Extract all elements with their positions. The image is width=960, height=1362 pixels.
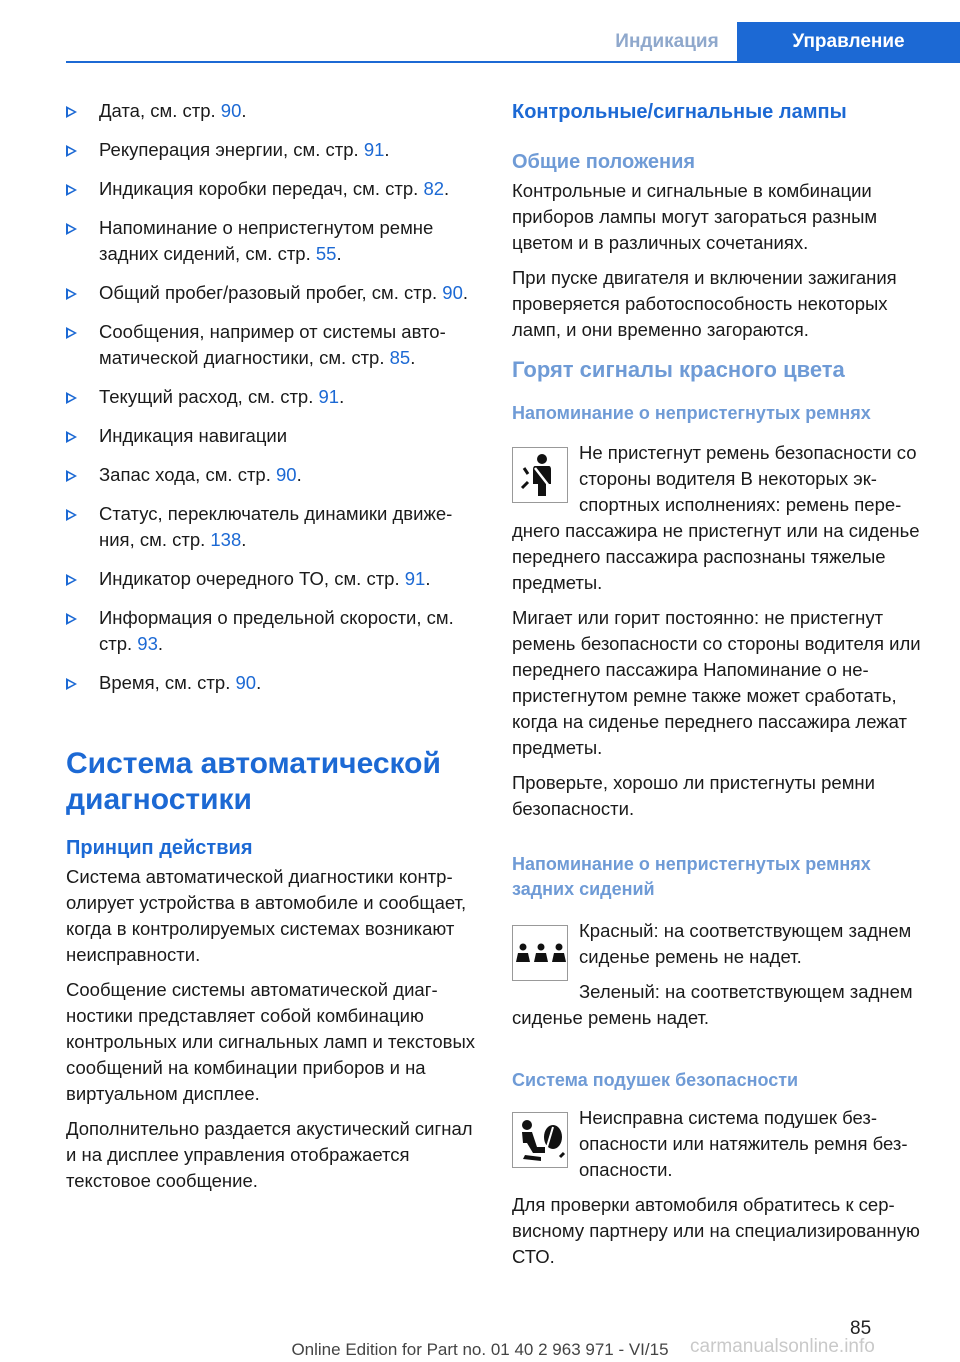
list-item bbox=[66, 98, 481, 124]
footer-edition: Online Edition for Part no. 01 40 2 963 971 - VI/15 bbox=[291, 1340, 669, 1359]
list-item-text: Сообщения, например от системы автоматической диагностики, см. стр. bbox=[99, 321, 446, 368]
page-link[interactable]: 93 bbox=[137, 633, 158, 654]
list-item-suffix: . bbox=[256, 672, 262, 693]
bullet-triangle-icon bbox=[66, 223, 77, 235]
list-item bbox=[66, 605, 481, 657]
watermark: carmanualsonline.info bbox=[690, 1336, 875, 1357]
page-link[interactable]: 138 bbox=[210, 529, 242, 550]
list-item-text: Информация о предельной скорости, см. стр. bbox=[99, 607, 454, 654]
list-item-suffix: . bbox=[241, 529, 247, 550]
paragraph: Мигает или горит постоянно: не пристегнут ремень безопасности со стороны водителя или переднего пассажира Напоминание о непристегнутом ремне также может сработать, когда на сиденье переднего пассажира лежат предметы. bbox=[512, 607, 921, 758]
page-link[interactable]: 91 bbox=[404, 568, 426, 589]
seatbelt-block bbox=[512, 440, 932, 605]
page-link[interactable]: 55 bbox=[315, 243, 337, 264]
bullet-triangle-icon bbox=[66, 184, 77, 196]
bullet-triangle-icon bbox=[66, 145, 77, 157]
page-link[interactable]: 90 bbox=[276, 464, 297, 485]
rear-seatbelt-block bbox=[512, 918, 932, 1040]
list-item bbox=[66, 423, 481, 449]
red-signals-heading: Горят сигналы красного цвета bbox=[512, 357, 845, 382]
general-heading: Общие положения bbox=[512, 151, 696, 173]
list-item-text: Время, см. стр. bbox=[99, 672, 236, 693]
header-tab-indication[interactable]: Индикация bbox=[615, 31, 719, 52]
right-column bbox=[512, 98, 932, 1279]
bullet-triangle-icon bbox=[66, 509, 77, 521]
paragraph: Дополнительно раздается акустический сигнал и на дисплее управления отображается текстовое сообщение. bbox=[66, 1118, 473, 1191]
list-item bbox=[66, 280, 481, 306]
list-item-text: Напоминание о непристегнутом ремне задних сидений, см. стр. bbox=[99, 217, 434, 264]
list-item-suffix: . bbox=[241, 100, 247, 121]
bullet-triangle-icon bbox=[66, 106, 77, 118]
airbag-warning-icon bbox=[512, 1112, 568, 1168]
list-item-suffix: . bbox=[384, 139, 390, 160]
list-item bbox=[66, 501, 481, 553]
list-item-suffix: . bbox=[410, 347, 416, 368]
list-item-suffix: . bbox=[157, 633, 164, 654]
bullet-triangle-icon bbox=[66, 574, 77, 586]
left-column bbox=[66, 98, 481, 1203]
section-subtitle: Принцип действия bbox=[66, 837, 253, 859]
list-item bbox=[66, 670, 481, 696]
list-item bbox=[66, 215, 481, 267]
list-item-text: Статус, переключатель динамики движения, см. стр. bbox=[99, 503, 453, 550]
list-item-text: Текущий расход, см. стр. bbox=[99, 386, 319, 407]
rear-red-text: Красный: на соответствующем заднем сиденье ремень не надет. bbox=[579, 920, 912, 967]
seatbelt-warning-icon bbox=[512, 447, 568, 503]
seatbelt-text: Не пристегнут ремень безопасности со стороны водителя В некоторых экспортных исполнениях: ремень переднего пассажира не пристегнут или на сиденье переднего пассажира распознаны тяжелые предметы. bbox=[512, 442, 920, 593]
page-link[interactable]: 90 bbox=[442, 282, 463, 303]
paragraph: При пуске двигателя и включении зажигания проверяется работоспособность некоторых ламп, и они временно загораются. bbox=[512, 267, 897, 340]
list-item bbox=[66, 384, 481, 410]
header-tab-controls[interactable]: Управление bbox=[737, 22, 960, 61]
list-item-suffix: . bbox=[425, 568, 431, 589]
list-item bbox=[66, 566, 481, 592]
page-link[interactable]: 82 bbox=[423, 178, 445, 199]
rear-seatbelt-heading: Напоминание о непристегнутых ремнях задних сидений bbox=[512, 854, 871, 899]
list-item-suffix: . bbox=[462, 282, 469, 303]
bullet-triangle-icon bbox=[66, 392, 77, 404]
rear-green-text: Зеленый: на соответствующем заднем сиденье ремень надет. bbox=[512, 981, 913, 1028]
list-item-text: Индикатор очередного ТО, см. стр. bbox=[99, 568, 405, 589]
bullet-triangle-icon bbox=[66, 470, 77, 482]
airbag-heading: Система подушек безопасности bbox=[512, 1070, 799, 1090]
list-item-suffix: . bbox=[339, 386, 345, 407]
page-link[interactable]: 90 bbox=[220, 100, 242, 121]
list-item-text: Дата, см. стр. bbox=[99, 100, 221, 121]
bullet-list bbox=[66, 98, 481, 696]
list-item bbox=[66, 462, 481, 488]
bullet-triangle-icon bbox=[66, 613, 77, 625]
lamps-title: Контрольные/сигнальные лампы bbox=[512, 101, 847, 123]
paragraph: Для проверки автомобиля обратитесь к сервисному партнеру или на специализированную СТО. bbox=[512, 1194, 920, 1267]
paragraph: Проверьте, хорошо ли пристегнуты ремни безопасности. bbox=[512, 772, 875, 819]
list-item bbox=[66, 319, 481, 371]
page-link[interactable]: 85 bbox=[389, 347, 411, 368]
airbag-block bbox=[512, 1105, 932, 1192]
list-item-suffix: . bbox=[444, 178, 450, 199]
paragraph: Сообщение системы автоматической диагностики представляет собой комбинацию контрольных или сигнальных ламп и текстовых сообщений на комбинации приборов и на виртуальном дисплее. bbox=[66, 979, 476, 1104]
paragraph: Система автоматической диагностики контролирует устройства в автомобиле и сообщает, когда в контролируемых системах возникают неисправности. bbox=[66, 866, 467, 965]
list-item-text: Запас хода, см. стр. bbox=[99, 464, 276, 485]
bullet-triangle-icon bbox=[66, 327, 77, 339]
list-item-suffix: . bbox=[296, 464, 302, 485]
bullet-triangle-icon bbox=[66, 678, 77, 690]
paragraph: Контрольные и сигнальные в комбинации приборов лампы могут загораться разным цветом и в различных сочетаниях. bbox=[512, 180, 878, 253]
seatbelt-heading: Напоминание о непристегнутых ремнях bbox=[512, 403, 871, 423]
bullet-triangle-icon bbox=[66, 288, 77, 300]
header-rule bbox=[66, 61, 960, 63]
list-item-text: Индикация коробки передач, см. стр. bbox=[99, 178, 424, 199]
list-item bbox=[66, 176, 481, 202]
list-item-text: Рекуперация энергии, см. стр. bbox=[99, 139, 364, 160]
list-item-text: Индикация навигации bbox=[99, 425, 288, 446]
page-link[interactable]: 91 bbox=[318, 386, 340, 407]
list-item-text: Общий пробег/разовый пробег, см. стр. bbox=[99, 282, 443, 303]
page-link[interactable]: 90 bbox=[235, 672, 257, 693]
list-item-suffix: . bbox=[336, 243, 342, 264]
page-number: 85 bbox=[850, 1318, 872, 1339]
rear-seatbelt-icon bbox=[512, 925, 568, 981]
list-item bbox=[66, 137, 481, 163]
airbag-text: Неисправна система подушек безопасности или натяжитель ремня безопасности. bbox=[579, 1107, 908, 1180]
bullet-triangle-icon bbox=[66, 431, 77, 443]
section-title: Система автоматической диагностики bbox=[66, 747, 441, 816]
page-link[interactable]: 91 bbox=[363, 139, 385, 160]
